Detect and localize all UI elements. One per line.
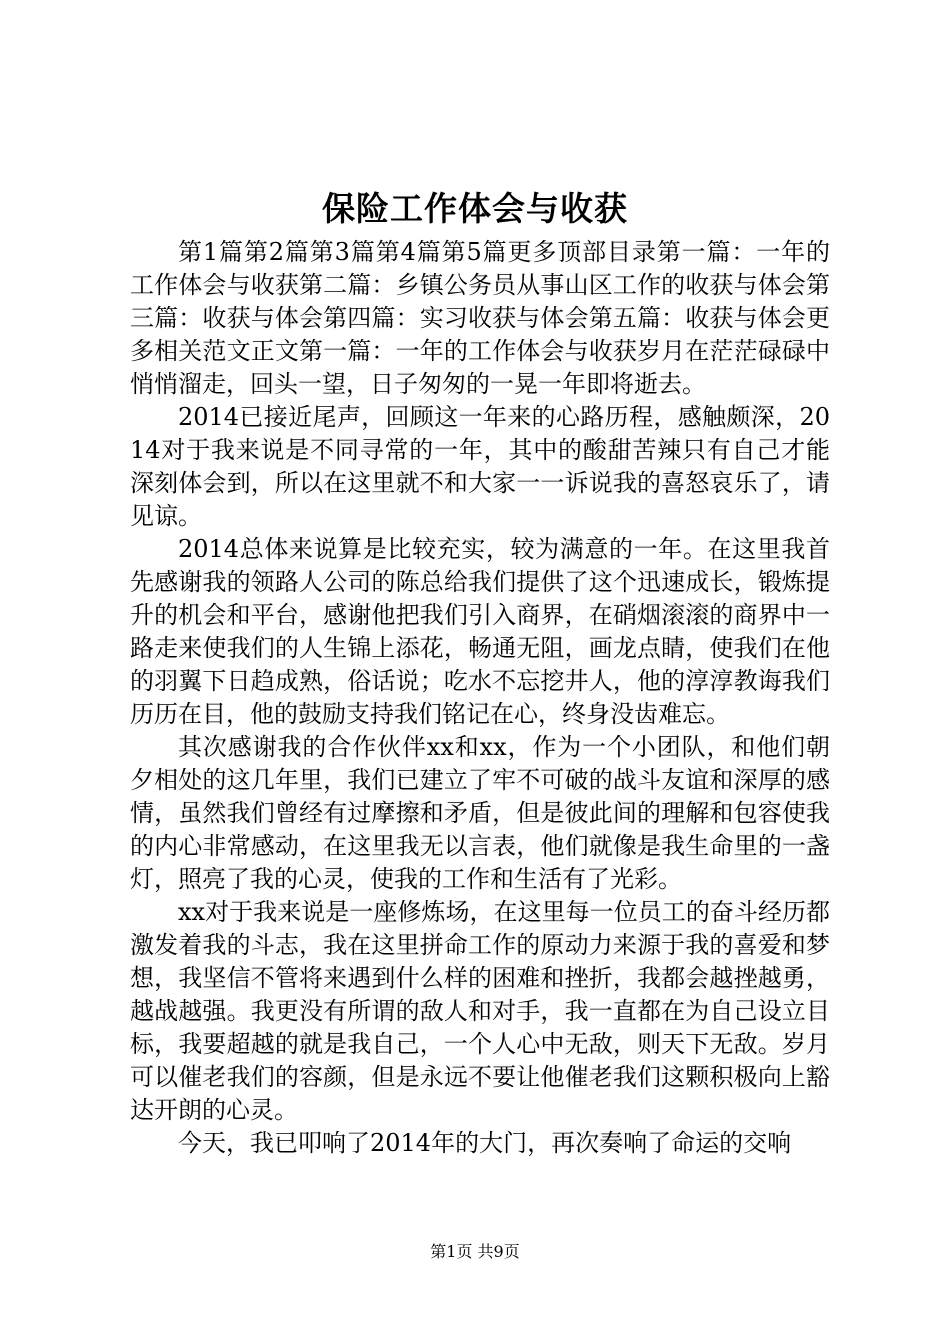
document-title: 保险工作体会与收获 [322,189,628,228]
paragraph-3: 2014总体来说算是比较充实，较为满意的一年。在这里我首先感谢我的领路人公司的陈总给我们提供了这个迅速成长，锻炼提升的机会和平台，感谢他把我们引入商界，在硝烟滚滚的商界中一路走来使我们的人生锦上添花，畅通无阻，画龙点睛，使我们在他的羽翼下日趋成熟，俗话说；吃水不忘挖井人，他的淳淳教诲我们历历在目，他的鼓励支持我们铭记在心，终身没齿难忘。 [130,535,830,728]
paragraph-4: 其次感谢我的合作伙伴xx和xx，作为一个小团队，和他们朝夕相处的这几年里，我们已建立了牢不可破的战斗友谊和深厚的感情，虽然我们曾经有过摩擦和矛盾，但是彼此间的理解和包容使我的内心非常感动，在这里我无以言表，他们就像是我生命里的一盏灯，照亮了我的心灵，使我的工作和生活有了光彩。 [130,733,830,893]
paragraph-1: 第1篇第2篇第3篇第4篇第5篇更多顶部目录第一篇：一年的工作体会与收获第二篇：乡镇公务员从事山区工作的收获与体会第三篇：收获与体会第四篇：实习收获与体会第五篇：收获与体会更多相关范文正文第一篇：一年的工作体会与收获岁月在茫茫碌碌中悄悄溜走，回头一望，日子匆匆的一晃一年即将逝去。 [130,238,830,398]
page-number-footer: 第1页 共9页 [430,1242,520,1261]
document-body [130,236,830,1160]
paragraph-5: xx对于我来说是一座修炼场，在这里每一位员工的奋斗经历都激发着我的斗志，我在这里拼命工作的原动力来源于我的喜爱和梦想，我坚信不管将来遇到什么样的困难和挫折，我都会越挫越勇，越战越强。我更没有所谓的敌人和对手，我一直都在为自己设立目标，我要超越的就是我自己，一个人心中无敌，则天下无敌。岁月可以催老我们的容颜，但是永远不要让他催老我们这颗积极向上豁达开朗的心灵。 [130,898,830,1124]
paragraph-6: 今天，我已叩响了2014年的大门，再次奏响了命运的交响 [178,1129,792,1157]
paragraph-2: 2014已接近尾声，回顾这一年来的心路历程，感触颇深，2014对于我来说是不同寻常的一年，其中的酸甜苦辣只有自己才能深刻体会到，所以在这里就不和大家一一诉说我的喜怒哀乐了，请见谅。 [130,403,830,530]
